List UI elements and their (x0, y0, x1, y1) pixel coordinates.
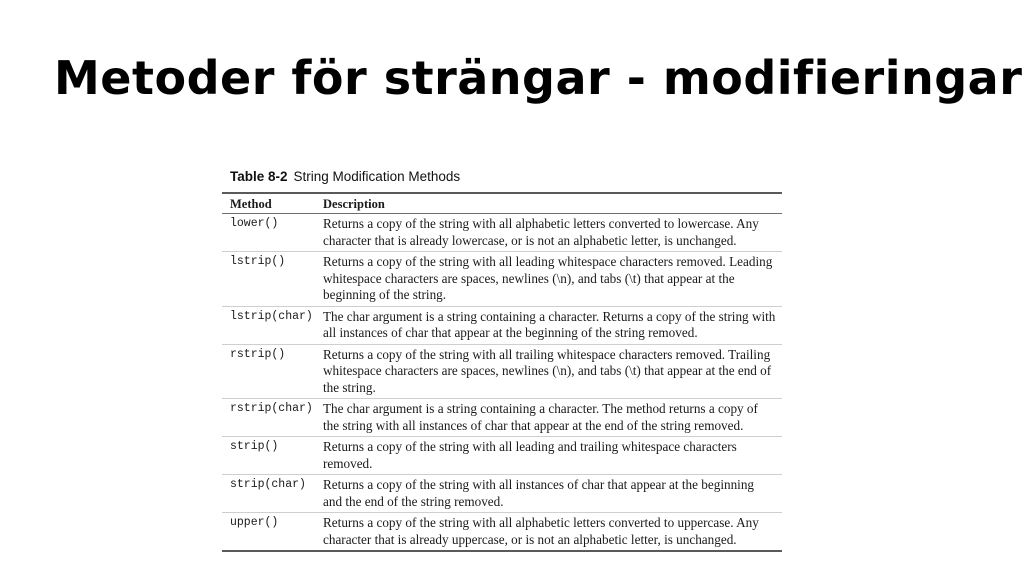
slide-title: Metoder för strängar - modifieringar (54, 51, 1023, 105)
method-cell: lower() (230, 217, 279, 230)
description-cell: Returns a copy of the string with all trailing whitespace characters removed. Trailing whitespace characters are spaces, newlines (\n), and tabs (\t) that appear at the end of the string. (323, 346, 772, 395)
method-cell: lstrip(char) (230, 309, 313, 323)
method-cell: strip() (230, 440, 279, 453)
table-caption (230, 168, 782, 186)
table-row (222, 251, 782, 306)
method-cell: rstrip() (230, 347, 286, 361)
table-caption-label: Table 8-2 (230, 169, 288, 184)
table-row (222, 344, 782, 399)
table-caption-text: String Modification Methods (293, 169, 461, 184)
table-body (222, 214, 782, 550)
column-header-method: Method (230, 196, 272, 211)
description-cell: The char argument is a string containing a character. Returns a copy of the string with all instances of char that appear at the beginning of the string removed. (323, 308, 776, 340)
description-cell: Returns a copy of the string with all leading and trailing whitespace characters removed. (323, 439, 737, 471)
table-row (222, 436, 782, 474)
column-header-description: Description (323, 196, 385, 211)
description-cell: Returns a copy of the string with all alphabetic letters converted to uppercase. Any character that is already uppercase, or is not an alphabetic letter, is unchanged. (323, 515, 759, 547)
method-cell: strip(char) (230, 478, 306, 491)
method-cell: upper() (230, 516, 279, 529)
description-cell: Returns a copy of the string with all leading whitespace characters removed. Leading whitespace characters are spaces, newlines (\n), and tabs (\t) that appear at the beginning of the string. (323, 254, 773, 302)
method-cell: lstrip() (230, 255, 286, 268)
table-row (222, 214, 782, 251)
table-row (222, 512, 782, 550)
description-cell: The char argument is a string containing a character. The method returns a copy of the string with all instances of char that appear at the end of the string removed. (323, 401, 758, 433)
table-bottom-rule (222, 550, 782, 552)
table-row (222, 474, 782, 512)
table-row (222, 306, 782, 344)
table-row (222, 398, 782, 436)
description-cell: Returns a copy of the string with all instances of char that appear at the beginning and the end of the string removed. (323, 477, 755, 509)
table-figure (222, 168, 782, 552)
method-cell: rstrip(char) (230, 402, 313, 415)
description-cell: Returns a copy of the string with all alphabetic letters converted to lowercase. Any character that is already lowercase, or is not an alphabetic letter, is unchanged. (323, 216, 759, 248)
table-header-row (222, 194, 782, 213)
